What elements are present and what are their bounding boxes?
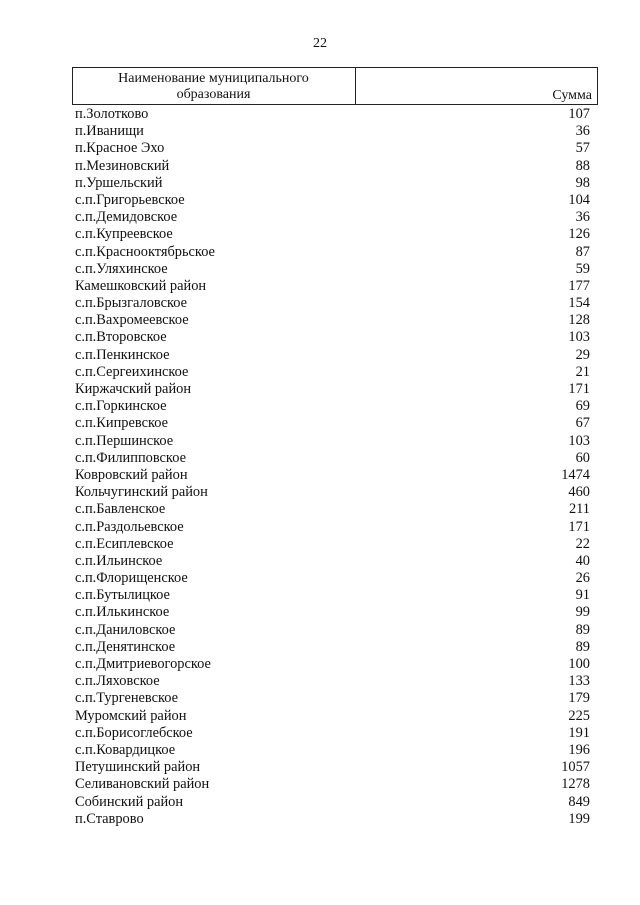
table-row [0, 708, 640, 725]
table-row [0, 329, 640, 346]
row-name: с.п.Ляховское [75, 673, 160, 690]
table-row [0, 261, 640, 278]
table-row [0, 725, 640, 742]
header-border-right [597, 68, 598, 104]
row-name: Киржачский район [75, 381, 192, 397]
table-row [0, 158, 640, 175]
row-value: 199 [568, 810, 590, 827]
row-value: 57 [575, 140, 590, 157]
row-value: 460 [568, 484, 590, 501]
table-row [0, 312, 640, 329]
row-name: с.п.Сергеихинское [75, 363, 189, 380]
row-name: с.п.Второвское [75, 329, 167, 346]
header-sum-column: Сумма [552, 88, 592, 103]
table-row [0, 501, 640, 518]
row-value: 91 [575, 587, 590, 604]
row-value: 21 [575, 363, 590, 380]
table-row [0, 622, 640, 639]
row-value: 1278 [561, 776, 590, 793]
row-name: с.п.Уляхинское [75, 260, 168, 277]
table-row [0, 244, 640, 261]
row-value: 191 [568, 724, 590, 741]
row-value: 211 [568, 501, 590, 518]
row-value: 171 [568, 518, 590, 535]
row-name: с.п.Денятинское [75, 638, 176, 655]
table-row [0, 175, 640, 192]
table-row [0, 450, 640, 467]
table-row [0, 433, 640, 450]
row-value: 89 [575, 621, 590, 638]
header-name-line2: образования [176, 87, 251, 102]
row-name: п.Мезиновский [75, 157, 170, 174]
row-name: п.Иванищи [75, 123, 144, 140]
header-name-line1: Наименование муниципального [118, 71, 309, 86]
row-name: Муромский район [75, 707, 187, 724]
table-row [0, 123, 640, 140]
table-row [0, 811, 640, 828]
row-value: 103 [568, 432, 590, 449]
table-row [0, 759, 640, 776]
row-name: с.п.Ильинское [75, 552, 163, 569]
row-value: 88 [575, 157, 590, 174]
row-name: п.Ставрово [75, 810, 144, 827]
row-name: с.п.Першинское [75, 432, 174, 449]
row-value: 177 [568, 277, 590, 294]
row-name: п.Золотково [75, 106, 149, 122]
row-value: 104 [568, 191, 590, 208]
row-value: 59 [575, 260, 590, 277]
row-value: 69 [575, 398, 590, 415]
table-row [0, 278, 640, 295]
row-name: с.п.Даниловское [75, 621, 176, 638]
table-row [0, 604, 640, 621]
table-header [72, 67, 598, 105]
row-name: с.п.Бутылицкое [75, 587, 170, 604]
table-row [0, 226, 640, 243]
row-name: с.п.Флорищенское [75, 570, 188, 587]
table-row [0, 794, 640, 811]
row-name: Собинский район [75, 793, 184, 810]
table-row [0, 673, 640, 690]
table-row [0, 519, 640, 536]
row-name: п.Красное Эхо [75, 140, 165, 157]
table-row [0, 570, 640, 587]
table-row [0, 467, 640, 484]
row-value: 107 [568, 106, 590, 122]
row-value: 103 [568, 329, 590, 346]
row-value: 154 [568, 295, 590, 312]
row-value: 126 [568, 226, 590, 243]
row-name: с.п.Вахромеевское [75, 312, 189, 329]
row-name: п.Уршельский [75, 174, 163, 191]
row-value: 849 [568, 793, 590, 810]
row-name: с.п.Тургеневское [75, 690, 179, 707]
table-row [0, 398, 640, 415]
row-name: с.п.Горкинское [75, 398, 167, 415]
row-name: с.п.Борисоглебское [75, 724, 193, 741]
row-value: 36 [575, 209, 590, 226]
row-value: 1474 [561, 466, 590, 483]
row-value: 89 [575, 638, 590, 655]
table-row [0, 381, 640, 398]
row-value: 179 [568, 690, 590, 707]
table-row [0, 776, 640, 793]
row-name: с.п.Брызгаловское [75, 295, 188, 312]
row-name: с.п.Пенкинское [75, 346, 170, 363]
row-value: 171 [568, 381, 590, 397]
row-name: Селивановский район [75, 776, 210, 793]
row-value: 22 [575, 535, 590, 552]
row-value: 26 [575, 570, 590, 587]
row-name: с.п.Ковардицкое [75, 741, 176, 758]
table-row [0, 140, 640, 157]
row-name: Петушинский район [75, 759, 201, 776]
row-name: с.п.Раздольевское [75, 518, 184, 535]
table-row [0, 536, 640, 553]
page-number: 22 [313, 36, 327, 51]
row-value: 100 [568, 656, 590, 672]
row-name: Ковровский район [75, 466, 188, 483]
row-name: с.п.Краснооктябрьское [75, 243, 215, 260]
row-value: 36 [575, 123, 590, 140]
table-row [0, 656, 640, 673]
row-name: с.п.Дмитриевогорское [75, 656, 211, 672]
table-row [0, 553, 640, 570]
row-value: 60 [575, 449, 590, 466]
row-name: Кольчугинский район [75, 484, 208, 501]
table-row [0, 484, 640, 501]
row-value: 67 [575, 415, 590, 432]
header-name-column [72, 71, 355, 103]
table-body [0, 106, 640, 828]
header-border-middle [355, 68, 356, 104]
table-row [0, 347, 640, 364]
table-row [0, 415, 640, 432]
row-name: Камешковский район [75, 277, 207, 294]
table-row [0, 364, 640, 381]
table-row [0, 192, 640, 209]
table-row [0, 690, 640, 707]
table-row [0, 639, 640, 656]
row-value: 225 [568, 707, 590, 724]
row-value: 128 [568, 312, 590, 329]
table-row [0, 587, 640, 604]
row-value: 99 [575, 604, 590, 621]
row-value: 87 [575, 243, 590, 260]
row-value: 29 [575, 346, 590, 363]
row-value: 98 [575, 174, 590, 191]
row-value: 196 [568, 741, 590, 758]
row-name: с.п.Купреевское [75, 226, 173, 243]
table-row [0, 295, 640, 312]
row-name: с.п.Есиплевское [75, 535, 174, 552]
row-name: с.п.Илькинское [75, 604, 170, 621]
row-value: 133 [568, 673, 590, 690]
row-name: с.п.Кипревское [75, 415, 168, 432]
table-row [0, 209, 640, 226]
row-value: 40 [575, 552, 590, 569]
row-name: с.п.Демидовское [75, 209, 178, 226]
row-name: с.п.Григорьевское [75, 191, 185, 208]
row-value: 1057 [561, 759, 590, 776]
row-name: с.п.Бавленское [75, 501, 166, 518]
table-row [0, 742, 640, 759]
row-name: с.п.Филипповское [75, 449, 186, 466]
table-row [0, 106, 640, 123]
